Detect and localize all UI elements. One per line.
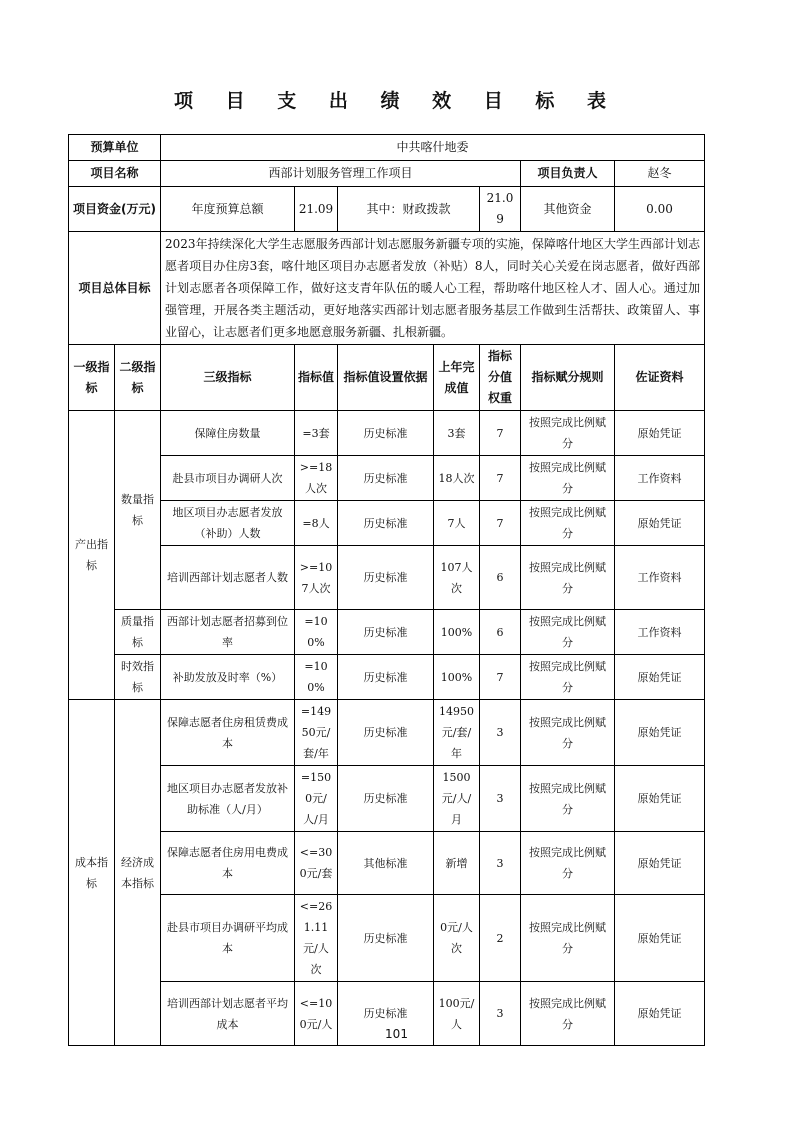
- other-funds-amount: 0.00: [646, 201, 673, 216]
- indicator-basis: 其他标准: [338, 832, 434, 895]
- indicator-value: <=261.11元/人次: [295, 895, 338, 982]
- other-funds-label-cell: [521, 187, 615, 232]
- indicator-rule: 按照完成比例赋分: [521, 546, 615, 610]
- group-quality: 质量指标: [115, 610, 161, 655]
- indicator-weight: 2: [480, 895, 521, 982]
- header-evidence: 佐证资料: [615, 345, 705, 411]
- indicator-weight: 3: [480, 700, 521, 766]
- page-title: 项 目 支 出 绩 效 目 标 表: [174, 90, 619, 112]
- header-level2: 二级指标: [115, 345, 161, 411]
- indicator-value: >=107人次: [295, 546, 338, 610]
- indicator-weight: 3: [480, 766, 521, 832]
- indicator-weight: 6: [480, 546, 521, 610]
- indicator-last-year: 7人: [434, 501, 480, 546]
- indicator-evidence: 工作资料: [615, 546, 705, 610]
- indicator-last-year: 14950元/套/年: [434, 700, 480, 766]
- project-name-label: 项目名称: [69, 161, 161, 187]
- header-weight: 指标分值权重: [480, 345, 521, 411]
- indicator-value: =1500元/人/月: [295, 766, 338, 832]
- indicator-last-year: 3套: [434, 411, 480, 456]
- indicator-basis: 历史标准: [338, 546, 434, 610]
- indicator-name: 保障住房数量: [161, 411, 295, 456]
- indicator-value: =100%: [295, 655, 338, 700]
- fiscal-allocation-value: 21.09: [480, 187, 521, 232]
- overall-goal-label: 项目总体目标: [69, 232, 161, 345]
- indicator-evidence: 原始凭证: [615, 895, 705, 982]
- indicator-name: 保障志愿者住房租赁费成本: [161, 700, 295, 766]
- indicator-last-year: 100%: [434, 655, 480, 700]
- indicator-name: 地区项目办志愿者发放（补助）人数: [161, 501, 295, 546]
- indicator-rule: 按照完成比例赋分: [521, 501, 615, 546]
- indicator-basis: 历史标准: [338, 610, 434, 655]
- indicator-name: 补助发放及时率（%）: [161, 655, 295, 700]
- group-output: 产出指标: [69, 411, 115, 700]
- indicator-rule: 按照完成比例赋分: [521, 766, 615, 832]
- indicator-weight: 6: [480, 610, 521, 655]
- indicator-last-year: 18人次: [434, 456, 480, 501]
- group-cost: 成本指标: [69, 700, 115, 1046]
- indicator-weight: 3: [480, 832, 521, 895]
- indicator-rule: 按照完成比例赋分: [521, 610, 615, 655]
- project-leader-value: 赵冬: [615, 161, 705, 187]
- indicator-last-year: 0元/人次: [434, 895, 480, 982]
- annual-budget-value: 21.09: [295, 187, 338, 232]
- indicator-evidence: 原始凭证: [615, 655, 705, 700]
- project-name-value: 西部计划服务管理工作项目: [161, 161, 521, 187]
- indicator-basis: 历史标准: [338, 655, 434, 700]
- indicator-value: =100%: [295, 610, 338, 655]
- indicator-name: 地区项目办志愿者发放补助标准（人/月）: [161, 766, 295, 832]
- indicator-rule: 按照完成比例赋分: [521, 700, 615, 766]
- indicator-name: 培训西部计划志愿者平均成本: [161, 982, 295, 1046]
- indicator-evidence: 原始凭证: [615, 501, 705, 546]
- overall-goal-text: 2023年持续深化大学生志愿服务西部计划志愿服务新疆专项的实施，保障喀什地区大学生西部计划志愿者项目办住房3套，喀什地区项目办志愿者发放（补贴）8人，同时关心关爱在岗志愿者，做好西部计划志愿者各项保障工作，做好这支青年队伍的暖人心工程，帮助喀什地区栓人才、固人心。通过加强管理，开展各类主题活动，更好地落实西部计划志愿者服务基层工作做到生活帮扶、政策留人、事业留心，让志愿者们更多地愿意服务新疆、扎根新疆。: [161, 232, 705, 345]
- indicator-name: 培训西部计划志愿者人数: [161, 546, 295, 610]
- other-funds-label: 其他资金: [543, 201, 592, 216]
- budget-unit-value: 中共喀什地委: [161, 135, 705, 161]
- indicator-evidence: 工作资料: [615, 610, 705, 655]
- indicator-basis: 历史标准: [338, 700, 434, 766]
- fiscal-allocation-label: 其中：财政拨款: [338, 187, 480, 232]
- indicator-basis: 历史标准: [338, 456, 434, 501]
- indicator-weight: 3: [480, 982, 521, 1046]
- page-number: 101: [385, 1027, 408, 1041]
- indicator-name: 西部计划志愿者招募到位率: [161, 610, 295, 655]
- budget-unit-label: 预算单位: [69, 135, 161, 161]
- indicator-name: 赴县市项目办调研平均成本: [161, 895, 295, 982]
- indicator-basis: 历史标准: [338, 411, 434, 456]
- indicator-value: <=300元/套: [295, 832, 338, 895]
- indicator-rule: 按照完成比例赋分: [521, 456, 615, 501]
- group-economic-cost: 经济成本指标: [115, 700, 161, 1046]
- header-basis: 指标值设置依据: [338, 345, 434, 411]
- project-funds-label: 项目资金(万元): [69, 187, 161, 232]
- indicator-value: =3套: [295, 411, 338, 456]
- performance-target-table: [68, 134, 705, 1046]
- header-level1: 一级指标: [69, 345, 115, 411]
- indicator-weight: 7: [480, 501, 521, 546]
- indicator-rule: 按照完成比例赋分: [521, 982, 615, 1046]
- header-value: 指标值: [295, 345, 338, 411]
- indicator-basis: 历史标准: [338, 895, 434, 982]
- indicator-basis: 历史标准: [338, 766, 434, 832]
- indicator-evidence: 原始凭证: [615, 832, 705, 895]
- indicator-last-year: 100%: [434, 610, 480, 655]
- group-timeliness: 时效指标: [115, 655, 161, 700]
- header-rule: 指标赋分规则: [521, 345, 615, 411]
- indicator-value: =14950元/套/年: [295, 700, 338, 766]
- header-level3: 三级指标: [161, 345, 295, 411]
- group-quantity: 数量指标: [115, 411, 161, 610]
- indicator-evidence: 工作资料: [615, 456, 705, 501]
- indicator-value: <=100元/人: [295, 982, 338, 1046]
- indicator-evidence: 原始凭证: [615, 766, 705, 832]
- annual-budget-label: 年度预算总额: [161, 187, 295, 232]
- indicator-basis: 历史标准: [338, 501, 434, 546]
- indicator-evidence: 原始凭证: [615, 700, 705, 766]
- indicator-rule: 按照完成比例赋分: [521, 411, 615, 456]
- indicator-basis: 历史标准: [338, 982, 434, 1046]
- indicator-rule: 按照完成比例赋分: [521, 832, 615, 895]
- indicator-value: =8人: [295, 501, 338, 546]
- indicator-last-year: 107人次: [434, 546, 480, 610]
- indicator-rule: 按照完成比例赋分: [521, 655, 615, 700]
- indicator-weight: 7: [480, 655, 521, 700]
- indicator-last-year: 新增: [434, 832, 480, 895]
- indicator-evidence: 原始凭证: [615, 982, 705, 1046]
- indicator-name: 赴县市项目办调研人次: [161, 456, 295, 501]
- indicator-name: 保障志愿者住房用电费成本: [161, 832, 295, 895]
- indicator-value: >=18人次: [295, 456, 338, 501]
- indicator-last-year: 100元/人: [434, 982, 480, 1046]
- other-funds-value: [615, 187, 705, 232]
- header-last-year: 上年完成值: [434, 345, 480, 411]
- indicator-rule: 按照完成比例赋分: [521, 895, 615, 982]
- indicator-evidence: 原始凭证: [615, 411, 705, 456]
- indicator-last-year: 1500元/人/月: [434, 766, 480, 832]
- indicator-weight: 7: [480, 411, 521, 456]
- project-leader-label: 项目负责人: [521, 161, 615, 187]
- indicator-weight: 7: [480, 456, 521, 501]
